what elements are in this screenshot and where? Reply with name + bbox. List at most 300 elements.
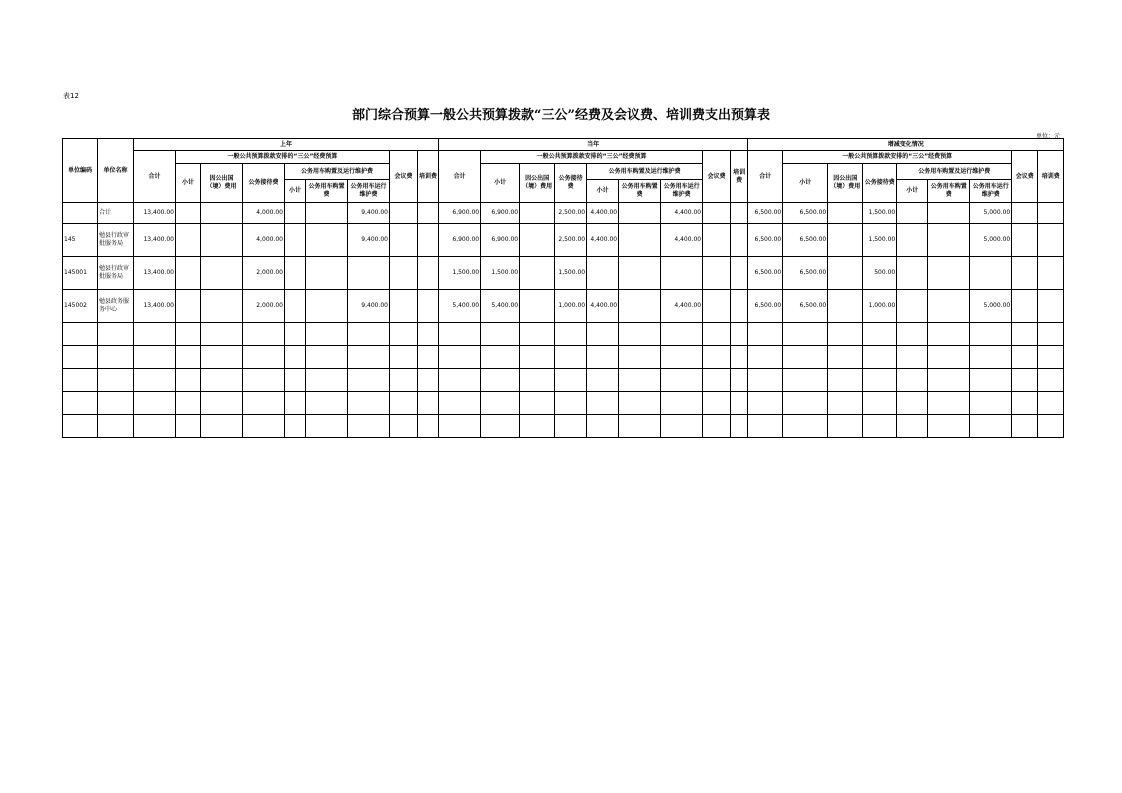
value-cell: 2,500.00 [555, 203, 587, 224]
value-cell [731, 203, 748, 224]
empty-cell [439, 415, 481, 438]
header-vehicle-subtotal: 小计 [897, 180, 928, 203]
empty-cell [98, 415, 134, 438]
value-cell: 4,400.00 [661, 224, 703, 257]
empty-cell [828, 323, 863, 346]
value-cell [619, 290, 661, 323]
empty-cell [348, 392, 390, 415]
value-cell: 2,000.00 [243, 257, 285, 290]
empty-cell [587, 392, 619, 415]
empty-row [63, 415, 1064, 438]
empty-cell [134, 323, 176, 346]
value-cell [306, 203, 348, 224]
empty-cell [439, 323, 481, 346]
empty-cell [439, 392, 481, 415]
value-cell [201, 290, 243, 323]
value-cell: 13,400.00 [134, 257, 176, 290]
value-cell: 4,400.00 [587, 224, 619, 257]
empty-cell [783, 323, 828, 346]
value-cell: 5,000.00 [970, 203, 1012, 224]
value-cell: 13,400.00 [134, 203, 176, 224]
value-cell [201, 203, 243, 224]
empty-cell [418, 346, 439, 369]
header-abroad: 因公出国（境）费用 [201, 164, 243, 203]
value-cell [176, 203, 201, 224]
empty-cell [306, 392, 348, 415]
empty-cell [970, 392, 1012, 415]
empty-cell [390, 346, 418, 369]
value-cell [928, 224, 970, 257]
value-cell [1038, 290, 1064, 323]
value-cell: 4,000.00 [243, 224, 285, 257]
empty-row [63, 346, 1064, 369]
value-cell: 5,400.00 [481, 290, 520, 323]
empty-cell [619, 369, 661, 392]
empty-cell [748, 392, 783, 415]
value-cell [587, 257, 619, 290]
value-cell [418, 257, 439, 290]
empty-cell [783, 415, 828, 438]
header-meeting: 会议费 [1012, 151, 1038, 203]
empty-cell [928, 392, 970, 415]
empty-cell [897, 346, 928, 369]
header-training: 培训费 [731, 151, 748, 203]
empty-cell [619, 346, 661, 369]
value-cell [1012, 224, 1038, 257]
empty-cell [348, 415, 390, 438]
empty-cell [201, 369, 243, 392]
value-cell: 1,500.00 [555, 257, 587, 290]
table-number: 表12 [63, 92, 79, 100]
empty-cell [348, 323, 390, 346]
value-cell: 6,500.00 [748, 257, 783, 290]
empty-cell [285, 323, 306, 346]
header-three-public: 一般公共预算拨款安排的“三公”经费预算 [176, 151, 390, 164]
empty-cell [828, 346, 863, 369]
value-cell [703, 257, 731, 290]
empty-cell [243, 323, 285, 346]
header-vehicle: 公务用车购置及运行维护费 [285, 164, 390, 180]
value-cell [285, 224, 306, 257]
header-training: 培训费 [1038, 151, 1064, 203]
empty-cell [481, 346, 520, 369]
value-cell [201, 257, 243, 290]
empty-cell [703, 392, 731, 415]
empty-cell [828, 392, 863, 415]
empty-cell [63, 392, 98, 415]
header-this-year: 当年 [439, 139, 748, 151]
value-cell [306, 257, 348, 290]
empty-cell [390, 369, 418, 392]
empty-cell [348, 369, 390, 392]
empty-cell [555, 369, 587, 392]
header-unit-code: 单位编码 [63, 139, 98, 203]
empty-cell [418, 323, 439, 346]
empty-cell [863, 392, 897, 415]
value-cell [176, 290, 201, 323]
empty-cell [703, 323, 731, 346]
empty-cell [176, 346, 201, 369]
header-vehicle-run: 公务用车运行维护费 [661, 180, 703, 203]
empty-cell [134, 392, 176, 415]
empty-cell [243, 369, 285, 392]
value-cell [520, 290, 555, 323]
value-cell [520, 224, 555, 257]
header-vehicle-subtotal: 小计 [285, 180, 306, 203]
empty-cell [928, 323, 970, 346]
empty-cell [1038, 346, 1064, 369]
budget-table [62, 138, 1064, 438]
empty-cell [928, 415, 970, 438]
unit-name-cell: 勉县行政审批服务局 [98, 257, 134, 290]
header-reception: 公务接待费 [243, 164, 285, 203]
header-meeting: 会议费 [703, 151, 731, 203]
empty-cell [1012, 369, 1038, 392]
empty-cell [176, 415, 201, 438]
header-subtotal: 小计 [481, 164, 520, 203]
empty-cell [897, 369, 928, 392]
value-cell [619, 257, 661, 290]
empty-cell [748, 323, 783, 346]
header-vehicle-run: 公务用车运行维护费 [348, 180, 390, 203]
empty-cell [703, 369, 731, 392]
value-cell: 5,000.00 [970, 224, 1012, 257]
empty-cell [731, 346, 748, 369]
value-cell: 1,500.00 [863, 203, 897, 224]
value-cell: 13,400.00 [134, 224, 176, 257]
empty-cell [897, 415, 928, 438]
table-row [63, 257, 1064, 290]
value-cell [828, 224, 863, 257]
empty-cell [897, 392, 928, 415]
empty-cell [1038, 392, 1064, 415]
value-cell [306, 290, 348, 323]
value-cell: 4,400.00 [587, 290, 619, 323]
value-cell [928, 257, 970, 290]
value-cell [201, 224, 243, 257]
empty-cell [1012, 415, 1038, 438]
value-cell [285, 203, 306, 224]
value-cell: 6,500.00 [783, 290, 828, 323]
empty-cell [1038, 323, 1064, 346]
value-cell: 500.00 [863, 257, 897, 290]
empty-cell [587, 415, 619, 438]
value-cell [418, 224, 439, 257]
header-vehicle-buy: 公务用车购置费 [928, 180, 970, 203]
value-cell [390, 290, 418, 323]
empty-cell [661, 323, 703, 346]
header-change: 增减变化情况 [748, 139, 1064, 151]
empty-cell [98, 369, 134, 392]
empty-cell [1012, 323, 1038, 346]
value-cell [390, 257, 418, 290]
value-cell [828, 290, 863, 323]
value-cell: 1,000.00 [555, 290, 587, 323]
empty-cell [201, 392, 243, 415]
value-cell [1038, 224, 1064, 257]
empty-cell [783, 346, 828, 369]
empty-cell [731, 323, 748, 346]
empty-cell [176, 323, 201, 346]
value-cell [731, 257, 748, 290]
empty-cell [520, 323, 555, 346]
header-vehicle: 公务用车购置及运行维护费 [897, 164, 1012, 180]
empty-cell [731, 369, 748, 392]
value-cell: 6,500.00 [783, 257, 828, 290]
header-vehicle: 公务用车购置及运行维护费 [587, 164, 703, 180]
value-cell [285, 290, 306, 323]
value-cell [970, 257, 1012, 290]
empty-cell [63, 346, 98, 369]
empty-cell [731, 415, 748, 438]
value-cell: 6,500.00 [748, 224, 783, 257]
value-cell [1038, 257, 1064, 290]
value-cell: 2,500.00 [555, 224, 587, 257]
empty-cell [928, 369, 970, 392]
value-cell: 5,000.00 [970, 290, 1012, 323]
value-cell: 6,900.00 [481, 203, 520, 224]
empty-cell [1038, 369, 1064, 392]
value-cell [703, 224, 731, 257]
empty-cell [390, 415, 418, 438]
empty-cell [201, 323, 243, 346]
value-cell [390, 203, 418, 224]
empty-cell [1038, 415, 1064, 438]
value-cell: 1,500.00 [439, 257, 481, 290]
empty-cell [306, 346, 348, 369]
empty-cell [243, 392, 285, 415]
header-meeting: 会议费 [390, 151, 418, 203]
empty-cell [306, 323, 348, 346]
empty-cell [306, 415, 348, 438]
value-cell: 6,500.00 [748, 203, 783, 224]
value-cell [661, 257, 703, 290]
empty-cell [703, 415, 731, 438]
value-cell [418, 290, 439, 323]
value-cell [703, 203, 731, 224]
header-subtotal: 小计 [783, 164, 828, 203]
empty-cell [748, 415, 783, 438]
empty-cell [555, 392, 587, 415]
value-cell: 9,400.00 [348, 224, 390, 257]
value-cell: 6,500.00 [783, 224, 828, 257]
header-training: 培训费 [418, 151, 439, 203]
empty-cell [661, 346, 703, 369]
empty-cell [970, 415, 1012, 438]
empty-cell [748, 346, 783, 369]
value-cell: 4,400.00 [587, 203, 619, 224]
value-cell [176, 257, 201, 290]
value-cell [285, 257, 306, 290]
empty-cell [98, 392, 134, 415]
empty-cell [828, 415, 863, 438]
value-cell [897, 290, 928, 323]
value-cell [1038, 203, 1064, 224]
value-cell: 1,000.00 [863, 290, 897, 323]
empty-cell [748, 369, 783, 392]
empty-row [63, 392, 1064, 415]
empty-cell [828, 369, 863, 392]
empty-cell [243, 415, 285, 438]
value-cell [928, 290, 970, 323]
empty-cell [418, 392, 439, 415]
empty-cell [970, 323, 1012, 346]
empty-cell [285, 415, 306, 438]
page-title: 部门综合预算一般公共预算拨款“三公”经费及会议费、培训费支出预算表 [352, 108, 770, 123]
empty-cell [970, 346, 1012, 369]
empty-cell [481, 323, 520, 346]
header-three-public: 一般公共预算拨款安排的“三公”经费预算 [783, 151, 1012, 164]
value-cell: 4,400.00 [661, 290, 703, 323]
value-cell [348, 257, 390, 290]
header-unit-name: 单位名称 [98, 139, 134, 203]
empty-cell [520, 369, 555, 392]
empty-cell [63, 323, 98, 346]
header-vehicle-run: 公务用车运行维护费 [970, 180, 1012, 203]
empty-cell [439, 369, 481, 392]
empty-cell [98, 323, 134, 346]
value-cell: 6,900.00 [439, 224, 481, 257]
empty-cell [418, 415, 439, 438]
table-row [63, 224, 1064, 257]
empty-cell [863, 346, 897, 369]
header-total: 合计 [439, 151, 481, 203]
empty-cell [63, 415, 98, 438]
empty-row [63, 369, 1064, 392]
value-cell: 2,000.00 [243, 290, 285, 323]
header-vehicle-subtotal: 小计 [587, 180, 619, 203]
value-cell [390, 224, 418, 257]
value-cell [928, 203, 970, 224]
empty-cell [783, 392, 828, 415]
value-cell [897, 203, 928, 224]
unit-code-cell: 145 [63, 224, 98, 257]
empty-cell [520, 392, 555, 415]
value-cell [418, 203, 439, 224]
empty-cell [134, 346, 176, 369]
unit-code-cell: 145002 [63, 290, 98, 323]
empty-cell [587, 346, 619, 369]
empty-cell [863, 415, 897, 438]
empty-cell [555, 323, 587, 346]
empty-cell [863, 369, 897, 392]
value-cell [619, 203, 661, 224]
unit-code-cell [63, 203, 98, 224]
value-cell: 4,000.00 [243, 203, 285, 224]
value-cell: 6,500.00 [783, 203, 828, 224]
value-cell [1012, 290, 1038, 323]
empty-row [63, 323, 1064, 346]
value-cell [731, 290, 748, 323]
empty-cell [390, 323, 418, 346]
header-three-public: 一般公共预算拨款安排的“三公”经费预算 [481, 151, 703, 164]
empty-cell [1012, 346, 1038, 369]
empty-cell [703, 346, 731, 369]
empty-cell [176, 392, 201, 415]
empty-cell [897, 323, 928, 346]
empty-cell [587, 369, 619, 392]
value-cell [1012, 257, 1038, 290]
empty-cell [439, 346, 481, 369]
empty-cell [481, 369, 520, 392]
value-cell: 9,400.00 [348, 203, 390, 224]
empty-cell [783, 369, 828, 392]
header-subtotal: 小计 [176, 164, 201, 203]
header-reception: 公务接待费 [555, 164, 587, 203]
empty-cell [619, 392, 661, 415]
value-cell: 6,900.00 [439, 203, 481, 224]
empty-cell [481, 415, 520, 438]
empty-cell [98, 346, 134, 369]
empty-cell [418, 369, 439, 392]
empty-cell [619, 323, 661, 346]
empty-cell [306, 369, 348, 392]
empty-cell [201, 415, 243, 438]
value-cell [897, 224, 928, 257]
empty-cell [201, 346, 243, 369]
value-cell [828, 257, 863, 290]
value-cell: 4,400.00 [661, 203, 703, 224]
value-cell [520, 257, 555, 290]
unit-name-cell: 合计 [98, 203, 134, 224]
value-cell: 6,900.00 [481, 224, 520, 257]
value-cell: 6,500.00 [748, 290, 783, 323]
empty-cell [176, 369, 201, 392]
value-cell: 13,400.00 [134, 290, 176, 323]
empty-cell [520, 415, 555, 438]
value-cell [176, 224, 201, 257]
empty-cell [243, 346, 285, 369]
empty-cell [520, 346, 555, 369]
header-abroad: 因公出国（境）费用 [828, 164, 863, 203]
empty-cell [285, 392, 306, 415]
empty-cell [619, 415, 661, 438]
empty-cell [481, 392, 520, 415]
value-cell [1012, 203, 1038, 224]
value-cell [731, 224, 748, 257]
value-cell [520, 203, 555, 224]
empty-cell [1012, 392, 1038, 415]
empty-cell [928, 346, 970, 369]
empty-cell [731, 392, 748, 415]
table-row [63, 290, 1064, 323]
header-vehicle-buy: 公务用车购置费 [619, 180, 661, 203]
empty-cell [555, 346, 587, 369]
header-last-year: 上年 [134, 139, 439, 151]
value-cell [703, 290, 731, 323]
empty-cell [285, 369, 306, 392]
header-reception: 公务接待费 [863, 164, 897, 203]
empty-cell [863, 323, 897, 346]
empty-cell [587, 323, 619, 346]
header-abroad: 因公出国（境）费用 [520, 164, 555, 203]
empty-cell [390, 392, 418, 415]
empty-cell [63, 369, 98, 392]
table-row [63, 203, 1064, 224]
empty-cell [661, 392, 703, 415]
value-cell: 5,400.00 [439, 290, 481, 323]
table-body [63, 203, 1064, 438]
value-cell: 1,500.00 [481, 257, 520, 290]
empty-cell [348, 346, 390, 369]
unit-label: 单位：元 [1035, 133, 1060, 140]
empty-cell [134, 415, 176, 438]
empty-cell [661, 415, 703, 438]
empty-cell [661, 369, 703, 392]
value-cell: 9,400.00 [348, 290, 390, 323]
header-total: 合计 [748, 151, 783, 203]
header-vehicle-buy: 公务用车购置费 [306, 180, 348, 203]
